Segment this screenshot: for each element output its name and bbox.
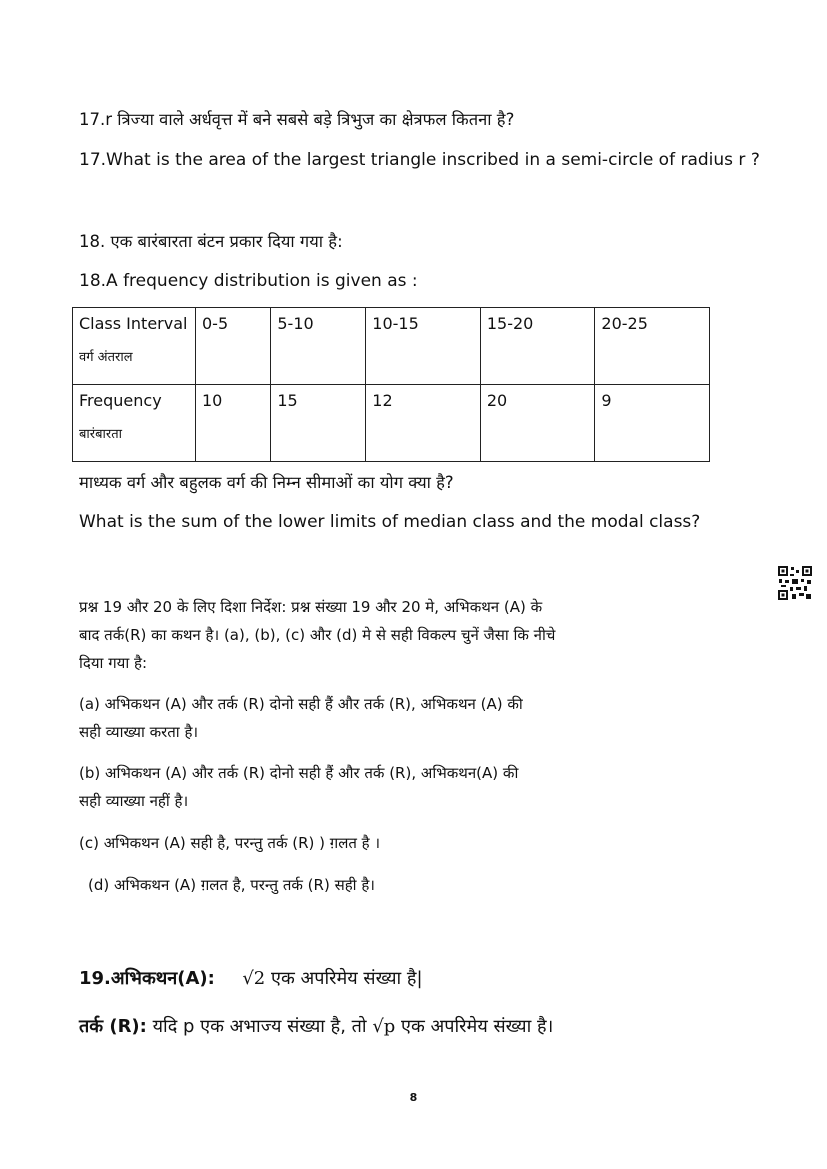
q18-question-english: What is the sum of the lower limits of median class and the modal class? — [79, 512, 701, 532]
directions-line-1: प्रश्न 19 और 20 के लिए दिशा निर्देश: प्रश्न संख्या 19 और 20 मे, अभिकथन (A) के — [79, 598, 543, 616]
frequency-cell: 15 — [271, 385, 366, 462]
table-row — [73, 308, 710, 385]
q17-english: 17.What is the area of the largest triangle inscribed in a semi-circle of radius r ? — [79, 150, 760, 170]
interval-cell: 15-20 — [480, 308, 595, 385]
reason-sqrt: √p — [372, 1016, 396, 1037]
frequency-header — [73, 385, 196, 462]
q19-reason — [79, 1014, 553, 1038]
class-interval-header — [73, 308, 196, 385]
option-d: (d) अभिकथन (A) ग़लत है, परन्तु तर्क (R) सही है। — [88, 876, 375, 894]
directions-line-3: दिया गया है: — [79, 654, 148, 672]
q18-english: 18.A frequency distribution is given as : — [79, 271, 418, 291]
reason-text-pre: यदि p एक अभाज्य संख्या है, तो — [146, 1016, 373, 1037]
option-a-line-2: सही व्याख्या करता है। — [79, 723, 199, 741]
reason-label: तर्क (R): — [79, 1016, 147, 1037]
frequency-cell: 12 — [366, 385, 481, 462]
assertion-sqrt: √2 — [242, 968, 266, 989]
q18-question-hindi: माध्यक वर्ग और बहुलक वर्ग की निम्न सीमाओं का योग क्या है? — [79, 473, 454, 492]
assertion-text: एक अपरिमेय संख्या है| — [270, 968, 423, 989]
interval-cell: 20-25 — [595, 308, 710, 385]
page-number: 8 — [409, 1091, 418, 1104]
directions-line-2: बाद तर्क(R) का कथन है। (a), (b), (c) और (d) मे से सही विकल्प चुनें जैसा कि नीचे — [79, 626, 556, 644]
assertion-label: 19.अभिकथन(A): — [79, 968, 215, 989]
class-interval-label: Class Interval — [79, 314, 188, 333]
q18-hindi: 18. एक बारंबारता बंटन प्रकार दिया गया है: — [79, 232, 343, 251]
option-b-line-1: (b) अभिकथन (A) और तर्क (R) दोनो सही हैं और तर्क (R), अभिकथन(A) की — [79, 764, 519, 782]
qr-code-icon — [777, 565, 813, 601]
q19-assertion — [79, 966, 423, 990]
class-interval-sublabel: वर्ग अंतराल — [79, 350, 133, 365]
frequency-cell: 20 — [480, 385, 595, 462]
reason-text-post: एक अपरिमेय संख्या है। — [395, 1016, 554, 1037]
frequency-label: Frequency — [79, 391, 162, 410]
frequency-sublabel: बारंबारता — [79, 427, 122, 442]
interval-cell: 10-15 — [366, 308, 481, 385]
interval-cell: 0-5 — [196, 308, 271, 385]
frequency-cell: 9 — [595, 385, 710, 462]
option-c: (c) अभिकथन (A) सही है, परन्तु तर्क (R) ) ग़लत है । — [79, 834, 381, 852]
table-row — [73, 385, 710, 462]
frequency-cell: 10 — [196, 385, 271, 462]
option-b-line-2: सही व्याख्या नहीं है। — [79, 792, 189, 810]
option-a-line-1: (a) अभिकथन (A) और तर्क (R) दोनो सही हैं और तर्क (R), अभिकथन (A) की — [79, 695, 523, 713]
frequency-table — [72, 307, 710, 462]
interval-cell: 5-10 — [271, 308, 366, 385]
q17-hindi: 17.r त्रिज्या वाले अर्धवृत्त में बने सबसे बड़े त्रिभुज का क्षेत्रफल कितना है? — [79, 110, 515, 129]
